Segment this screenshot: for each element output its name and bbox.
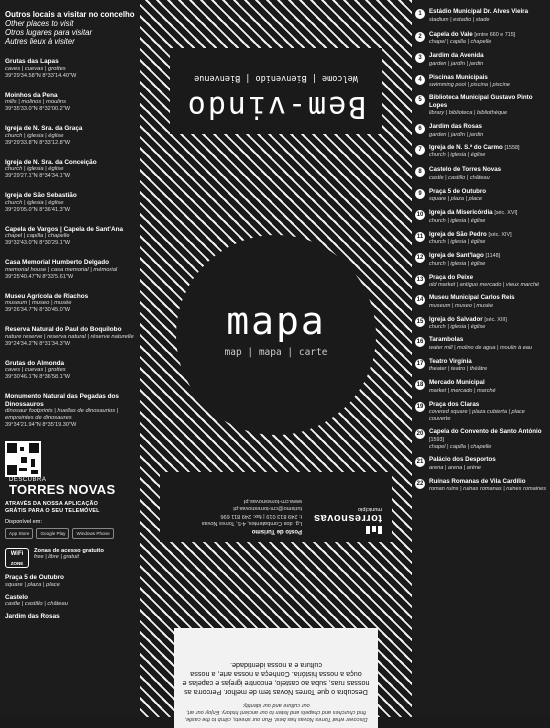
poi-category: water mill | molino de agua | moulin à eau (429, 344, 533, 351)
location-gps: 39°29'05.0"N 8°36'41.3"W (5, 206, 71, 213)
poi-date: [1558] (504, 144, 520, 151)
poi-item[interactable] (415, 336, 547, 352)
poi-title: Teatro Virgínia (429, 357, 472, 365)
location-item[interactable] (5, 192, 135, 214)
poi-date: [séc. XVI] (494, 210, 518, 216)
poi-category: swimming pool | piscina | piscine (429, 82, 510, 88)
poi-category: garden | jardín | jardin (429, 131, 484, 138)
poi-number-badge: 5 (415, 95, 425, 105)
poi-date: [1593] (429, 436, 444, 443)
email-link[interactable]: turismo@cm-torresnovas.pt (233, 505, 302, 512)
map-title: mapa (226, 299, 326, 343)
location-gps: 39°29'33.8"N 8°33'12.8"W (5, 139, 71, 146)
poi-item[interactable] (415, 294, 547, 310)
app-promo (5, 441, 135, 539)
discover-label: DESCUBRA (9, 477, 47, 483)
poi-number-badge: 21 (416, 459, 424, 465)
poi-category: theater | teatro | théâtre (429, 366, 488, 372)
location-title: Grutas das Lapas (5, 58, 59, 65)
intro-pt: Descubra o que Torres Novas tem de melhor. Percorra as nossas ruas, suba ao castelo, encontre igrejas e capelas e ouça a nossa história. Conheça a nossa arte, a nossa cultura e a nossa identidade. (182, 661, 370, 697)
location-gps: 39°26'34.7"N 8°30'45.0"W (5, 307, 71, 313)
poi-category: church | iglesia | église (429, 217, 486, 224)
store-badges (5, 528, 135, 539)
location-gps: 39°25'40.47"N 8°33'5.61"W (5, 273, 74, 280)
location-item[interactable] (5, 159, 135, 181)
poi-title: Igreja do Salvador (429, 315, 483, 323)
poi-category: stadium | estadio | stade (429, 16, 490, 23)
location-category: church | iglesia | église (5, 199, 64, 206)
poi-number-badge: 14 (416, 297, 424, 303)
location-category: caves | cuevas | grottes (5, 65, 66, 72)
other-places-heading: Outros locais a visitar no concelho (5, 10, 135, 19)
poi-item[interactable] (415, 31, 547, 47)
poi-number-badge: 6 (415, 124, 425, 134)
location-item[interactable] (5, 293, 135, 315)
location-title: Igreja de N. Sra. da Graça (5, 125, 83, 132)
location-item[interactable] (5, 360, 135, 382)
location-title: Museu Agrícola de Riachos (5, 292, 89, 300)
location-gps: 39°29'27.1"N 8°34'34.1"W (5, 173, 71, 179)
poi-item[interactable] (415, 144, 547, 160)
location-item[interactable] (5, 125, 135, 147)
location-title: Igreja de N. Sra. da Conceição (5, 158, 97, 166)
app-store-badge[interactable]: App Store (5, 528, 33, 539)
poi-number-badge: 12 (416, 255, 424, 261)
poi-item[interactable] (415, 456, 547, 472)
poi-title: Mercado Municipal (429, 379, 485, 386)
poi-item[interactable] (415, 166, 547, 182)
poi-category: square | plaza | place (429, 196, 482, 202)
poi-category: garden | jardín | jardin (429, 60, 484, 67)
wifi-title: Zonas de acesso gratuito (34, 548, 104, 554)
poi-title: Igreja de Sant'Iago (429, 252, 484, 259)
poi-number-badge: 22 (416, 480, 424, 487)
available-label: Disponível em: (5, 519, 42, 525)
location-title: Casa Memorial Humberto Delgado (5, 259, 110, 266)
location-category: museum | museo | musée (5, 300, 72, 306)
poi-number-badge: 11 (416, 233, 424, 240)
poi-title: Estádio Municipal Dr. Alves Vieira (429, 8, 529, 15)
location-title: Monumento Natural das Pegadas dos Dinossauros (5, 393, 119, 408)
right-panel (412, 0, 550, 717)
poi-item[interactable] (415, 401, 547, 424)
location-item[interactable] (5, 326, 135, 348)
location-title: Igreja de São Sebastião (5, 192, 77, 199)
location-gps: 39°34'21.94"N 8°35'19.30"W (5, 422, 77, 428)
contact-info (202, 480, 302, 534)
poi-category: museum | museo | musée (429, 302, 494, 309)
wifi-zone (5, 548, 135, 568)
poi-number-badge: 16 (416, 339, 424, 345)
poi-title: Jardim da Avenida (429, 52, 484, 59)
poi-category: church | iglesia | église (429, 260, 486, 267)
office-name: Posto de Turismo (251, 528, 302, 534)
location-category: memorial house | casa memorial | mémorial (5, 266, 118, 273)
poi-category: chapel | capilla | chapelle (429, 444, 492, 450)
brand-name: TORRES NOVAS (9, 482, 116, 497)
poi-title: Ruínas Romanas de Vila Cardílio (429, 477, 526, 485)
poi-item[interactable] (415, 94, 547, 117)
contact-box (160, 472, 392, 542)
center-pattern-panel (140, 0, 412, 722)
poi-number-badge: 9 (415, 189, 425, 199)
location-category: nature reserve | reserva natural | réserve naturelle (5, 333, 134, 340)
location-category: church | iglesia | église (5, 166, 64, 172)
poi-category: church | iglesia | église (429, 324, 486, 330)
poi-title: Praça 5 de Outubro (429, 187, 487, 195)
location-item[interactable] (5, 226, 135, 248)
poi-date: [entre 660 e 715] (474, 31, 516, 38)
map-subtitle: map | mapa | carte (224, 347, 328, 358)
poi-title: Capela do Vale (429, 30, 473, 38)
poi-date: [1148] (485, 253, 501, 259)
phone: t: 249 813 019 | fax: 249 811 696 (220, 513, 302, 519)
poi-number-badge: 18 (416, 382, 424, 388)
poi-number-badge: 20 (416, 431, 424, 437)
other-places-list (5, 58, 135, 429)
location-category: dinosaur footprints | huellas de dinosaurios | empreintes de dinosaures (5, 408, 119, 421)
poi-title: Igreja da Misericórdia (429, 209, 493, 216)
poi-title: Tarambolas (429, 336, 464, 343)
welcome-languages: Welcome | Bienvenido | Bienvenue (194, 73, 358, 83)
poi-item[interactable] (415, 74, 547, 90)
poi-number-badge: 2 (415, 32, 425, 42)
location-gps: 39°30'46.1"N 8°36'58.1"W (5, 374, 71, 380)
location-gps: 39°24'34.2"N 8°31'34.3"W (5, 340, 71, 347)
location-item[interactable] (5, 58, 135, 80)
location-category: church | iglesia | église (5, 132, 64, 139)
poi-title: Igreja de São Pedro (429, 230, 487, 238)
poi-date: [séc. XIV] (488, 231, 512, 238)
poi-category: roman ruins | ruinas romanas | ruines romaines (429, 486, 547, 492)
poi-item[interactable] (415, 209, 547, 225)
poi-item[interactable] (415, 8, 547, 24)
poi-item[interactable] (415, 379, 547, 395)
location-category: caves | cuevas | grottes (5, 367, 66, 373)
location-title: Capela de Vargos | Capela de Sant'Ana (5, 225, 124, 233)
welcome-title: Bem-vindo (185, 89, 367, 124)
poi-item[interactable] (415, 316, 547, 332)
location-title: Moinhos da Pena (5, 91, 58, 99)
poi-category: castle | castillo | château (429, 174, 490, 181)
poi-item[interactable] (415, 252, 547, 268)
google-play-badge[interactable]: Google Play (36, 528, 69, 539)
wifi-zone-label: ZONE (10, 561, 24, 566)
poi-category: arena | arena | arène (429, 464, 482, 471)
address: Lg. dos Combatentes, 4-5, Torres Novas (201, 520, 302, 527)
wifi-loc-cat: square | plaza | place (5, 581, 60, 588)
org-sub: município (358, 506, 382, 512)
location-gps: 39°29'34.58"N 8°33'14.40"W (5, 72, 77, 79)
poi-item[interactable] (415, 358, 547, 374)
location-category: mills | molinos | moulins (5, 99, 66, 105)
poi-title: Igreja de N. S.ª do Carmo (429, 143, 503, 151)
location-gps: 39°32'43.0"N 8°30'29.1"W (5, 240, 71, 246)
location-item[interactable] (5, 393, 135, 429)
poi-category: old market | antiguo mercado | vieux marché (429, 282, 540, 288)
wifi-sub: free | libre | gratuit (34, 554, 79, 560)
poi-title: Castelo de Torres Novas (429, 166, 502, 173)
poi-category: church | iglesia | église (429, 152, 486, 158)
location-category: chapel | capilla | chapelle (5, 233, 70, 239)
points-of-interest-list (415, 8, 547, 493)
promo-tagline-1: ATRAVÉS DA NOSSA APLICAÇÃO (5, 501, 99, 507)
poi-title: Piscinas Municipais (429, 73, 488, 81)
heading-es: Otros lugares para visitar (5, 28, 93, 37)
poi-number-badge: 15 (416, 318, 424, 325)
promo-tagline-2: GRÁTIS PARA O SEU TELEMÓVEL (5, 508, 100, 514)
poi-item[interactable] (415, 274, 547, 290)
poi-item[interactable] (415, 478, 547, 494)
wifi-loc-title: Praça 5 de Outubro (5, 574, 64, 581)
poi-number-badge: 13 (416, 276, 424, 283)
poi-category: covered square | plaza cubierta | place couverte (429, 409, 525, 422)
map-circle (176, 235, 376, 435)
brand (9, 477, 115, 496)
poi-number-badge: 7 (415, 145, 425, 155)
wifi-icon (5, 548, 29, 568)
poi-date: [séc. XIII] (484, 316, 507, 323)
poi-number-badge: 4 (415, 75, 425, 85)
wifi-icon-label: WiFi (10, 551, 24, 557)
org-name: torresnovas (313, 512, 382, 524)
poi-category: chapel | capilla | chapelle (429, 39, 492, 45)
poi-item[interactable] (415, 52, 547, 68)
poi-number-badge: 19 (416, 403, 424, 410)
location-item[interactable] (5, 259, 135, 281)
poi-item[interactable] (415, 231, 547, 247)
wifi-loc-title: Jardim das Rosas (5, 613, 60, 620)
poi-title: Capela do Convento de Santo António (429, 428, 542, 435)
municipality-logo (312, 480, 382, 534)
location-title: Grutas do Almonda (5, 359, 65, 367)
welcome-box (170, 48, 382, 134)
wifi-locations (5, 574, 135, 621)
poi-category: library | biblioteca | bibliothèque (429, 110, 508, 116)
left-panel (0, 0, 140, 717)
poi-title: Palácio dos Desportos (429, 456, 496, 463)
poi-number-badge: 3 (415, 53, 425, 63)
poi-number-badge: 1 (415, 9, 425, 19)
location-item[interactable] (5, 92, 135, 114)
poi-title: Museu Municipal Carlos Reis (429, 294, 515, 301)
poi-item[interactable] (415, 188, 547, 204)
web-link[interactable]: www.cm-torresnovas.pt (243, 498, 302, 504)
intro-en: Discover what Torres Novas has best. Run our streets, climb to the castle, find churches and chapels and listen to our ancient history. Enjoy our art, our culture and our identity. (184, 702, 368, 722)
poi-category: market | mercado | marché (429, 387, 496, 394)
poi-title: Jardim das Rosas (429, 123, 482, 130)
poi-item[interactable] (415, 428, 547, 451)
wifi-loc-cat: castle | castillo | château (5, 601, 68, 607)
poi-title: Biblioteca Municipal Gustavo Pinto Lopes (429, 94, 533, 109)
poi-number-badge: 10 (416, 212, 424, 218)
location-gps: 39°35'33.0"N 8°32'00.2"W (5, 106, 71, 112)
poi-number-badge: 17 (416, 360, 424, 367)
qr-code-icon[interactable] (5, 441, 41, 477)
location-title: Reserva Natural do Paul do Boquilobo (5, 326, 122, 333)
poi-title: Praça do Peixe (429, 273, 474, 281)
windows-phone-badge[interactable]: Windows Phone (72, 528, 113, 539)
castle-logo-icon (312, 526, 382, 534)
poi-title: Praça dos Claras (429, 400, 480, 408)
heading-en: Other places to visit (5, 19, 74, 28)
intro-text-box (174, 628, 378, 728)
heading-fr: Autres lieux à visiter (5, 37, 75, 46)
wifi-loc-title: Castelo (5, 593, 29, 601)
poi-number-badge: 8 (415, 167, 425, 177)
poi-category: church | iglesia | église (429, 239, 486, 245)
poi-item[interactable] (415, 123, 547, 139)
